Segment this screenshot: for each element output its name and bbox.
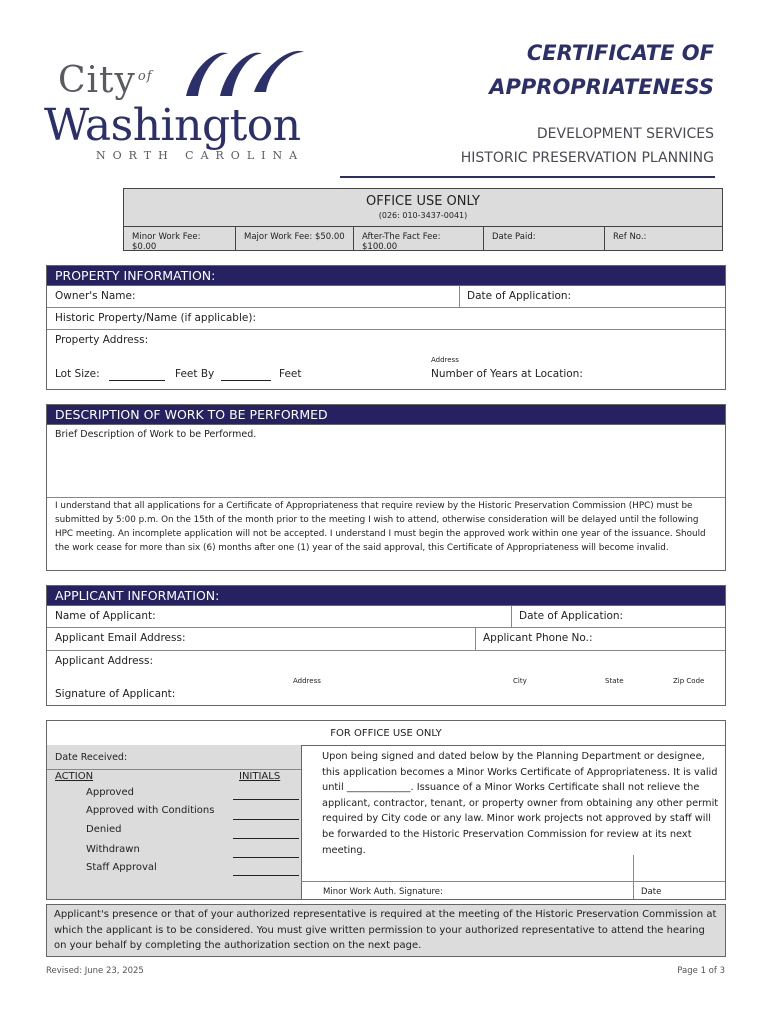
office-review-header: FOR OFFICE USE ONLY xyxy=(47,721,725,746)
lot-size-label: Lot Size: xyxy=(55,368,100,380)
applicant-email-field[interactable]: Applicant Email Address: xyxy=(55,632,186,644)
applicant-date-field[interactable]: Date of Application: xyxy=(519,610,624,622)
ref-no-field[interactable]: Ref No.: xyxy=(605,226,722,250)
representative-notice: Applicant's presence or that of your authorized representative is required at the meeting of the Historic Preservation Commission at which the applicant is to be considered. You must give written permission to your authorized representative to attend the hearing on your behalf by completing the authorization section on the next page. xyxy=(46,904,726,957)
city-caption: City xyxy=(513,677,527,685)
zip-caption: Zip Code xyxy=(673,677,705,685)
action-withdrawn: Withdrawn xyxy=(86,844,140,855)
initials-conditions-line[interactable] xyxy=(233,819,299,820)
minor-work-signature-field[interactable]: Minor Work Auth. Signature: xyxy=(323,887,443,897)
action-panel xyxy=(47,745,302,899)
owner-name-field[interactable]: Owner's Name: xyxy=(55,290,136,302)
applicant-contact-row xyxy=(47,628,725,651)
years-at-location-field[interactable]: Number of Years at Location: xyxy=(431,368,583,380)
minor-work-date-field[interactable]: Date xyxy=(641,887,662,897)
logo-washington-text: Washington xyxy=(44,100,301,151)
feet-by-label: Feet By xyxy=(175,368,215,380)
applicant-section xyxy=(46,585,726,706)
initials-staff-line[interactable] xyxy=(233,875,299,876)
applicant-name-field[interactable]: Name of Applicant: xyxy=(55,610,156,622)
page-subtitle: DEVELOPMENT SERVICES HISTORIC PRESERVATION PLANNING xyxy=(460,126,714,166)
work-header: DESCRIPTION OF WORK TO BE PERFORMED xyxy=(47,405,725,425)
brief-description-field[interactable]: Brief Description of Work to be Performed. xyxy=(47,425,725,498)
minor-works-statement: Upon being signed and dated below by the Planning Department or designee, this application becomes a Minor Works Certificate of Appropriateness. It is valid until _____________. Issuance of a Minor Works Certificate shall not relieve the applicant, contractor, tenant, or property owner from obtaining any other permit required by City code or any law. Minor work projects not approved by staff will be forwarded to the Historic Preservation Commission for review at its next meeting. xyxy=(322,751,719,856)
office-use-box xyxy=(123,188,723,251)
initials-denied-line[interactable] xyxy=(233,838,299,839)
lot-size-depth-input[interactable] xyxy=(221,368,271,381)
address-caption: Address xyxy=(431,356,459,364)
revised-date: Revised: June 23, 2025 xyxy=(46,966,144,976)
lot-size-width-input[interactable] xyxy=(109,368,165,381)
property-header: PROPERTY INFORMATION: xyxy=(47,266,725,286)
action-denied: Denied xyxy=(86,824,122,835)
title-rule xyxy=(340,176,715,178)
initials-withdrawn-line[interactable] xyxy=(233,857,299,858)
feet-label: Feet xyxy=(279,368,302,380)
initials-approved-line[interactable] xyxy=(233,799,299,800)
date-of-application-field[interactable]: Date of Application: xyxy=(467,290,572,302)
applicant-phone-field[interactable]: Applicant Phone No.: xyxy=(483,632,593,644)
action-label: ACTION xyxy=(55,771,94,782)
action-staff-approval: Staff Approval xyxy=(86,862,157,873)
work-section xyxy=(46,404,726,571)
logo-state-text: NORTH CAROLINA xyxy=(96,149,305,162)
address-caption: Address xyxy=(293,677,321,685)
logo-city-text: City $^{of}$ xyxy=(58,60,153,101)
applicant-address-field[interactable]: Applicant Address: xyxy=(55,655,154,667)
owner-row xyxy=(47,286,725,308)
after-the-fact-fee[interactable]: After-The Fact Fee: $100.00 xyxy=(354,226,484,250)
logo-swoosh xyxy=(180,42,310,102)
applicant-signature-field[interactable]: Signature of Applicant: xyxy=(55,688,176,700)
office-review-section xyxy=(46,720,726,900)
work-statement: I understand that all applications for a Certificate of Appropriateness that require review by the Historic Preservation Commission (HPC) must be submitted by 5:00 p.m. On the 15th of the month prior to the meeting I wish to attend, otherwise consideration will be delayed until the following HPC meeting. An incomplete application will not be accepted. I understand I must begin the approved work within one year of the issuance. Should the work cease for more than six (6) months after one (1) year of the said approval, this Certificate of Appropriateness will become invalid. xyxy=(55,501,706,553)
minor-work-fee[interactable]: Minor Work Fee: $0.00 xyxy=(124,226,236,250)
date-paid-field[interactable]: Date Paid: xyxy=(484,226,605,250)
action-approved: Approved xyxy=(86,787,134,798)
office-use-title: OFFICE USE ONLY xyxy=(366,194,480,209)
state-caption: State xyxy=(605,677,624,685)
historic-property-field[interactable]: Historic Property/Name (if applicable): xyxy=(47,308,725,330)
applicant-name-row xyxy=(47,606,725,628)
applicant-address-row xyxy=(47,651,725,706)
date-received-field[interactable]: Date Received: xyxy=(55,752,128,763)
office-use-account: (026: 010-3437-0041) xyxy=(378,211,468,220)
property-address-field[interactable]: Property Address: xyxy=(55,334,149,346)
page-number: Page 1 of 3 xyxy=(677,966,725,976)
initials-label: INITIALS xyxy=(239,771,281,782)
address-row xyxy=(47,330,725,390)
page-title: CERTIFICATE OF APPROPRIATENESS xyxy=(489,41,714,99)
action-approved-with-conditions: Approved with Conditions xyxy=(86,805,215,816)
applicant-header: APPLICANT INFORMATION: xyxy=(47,586,725,606)
major-work-fee[interactable]: Major Work Fee: $50.00 xyxy=(236,226,354,250)
property-section xyxy=(46,265,726,390)
